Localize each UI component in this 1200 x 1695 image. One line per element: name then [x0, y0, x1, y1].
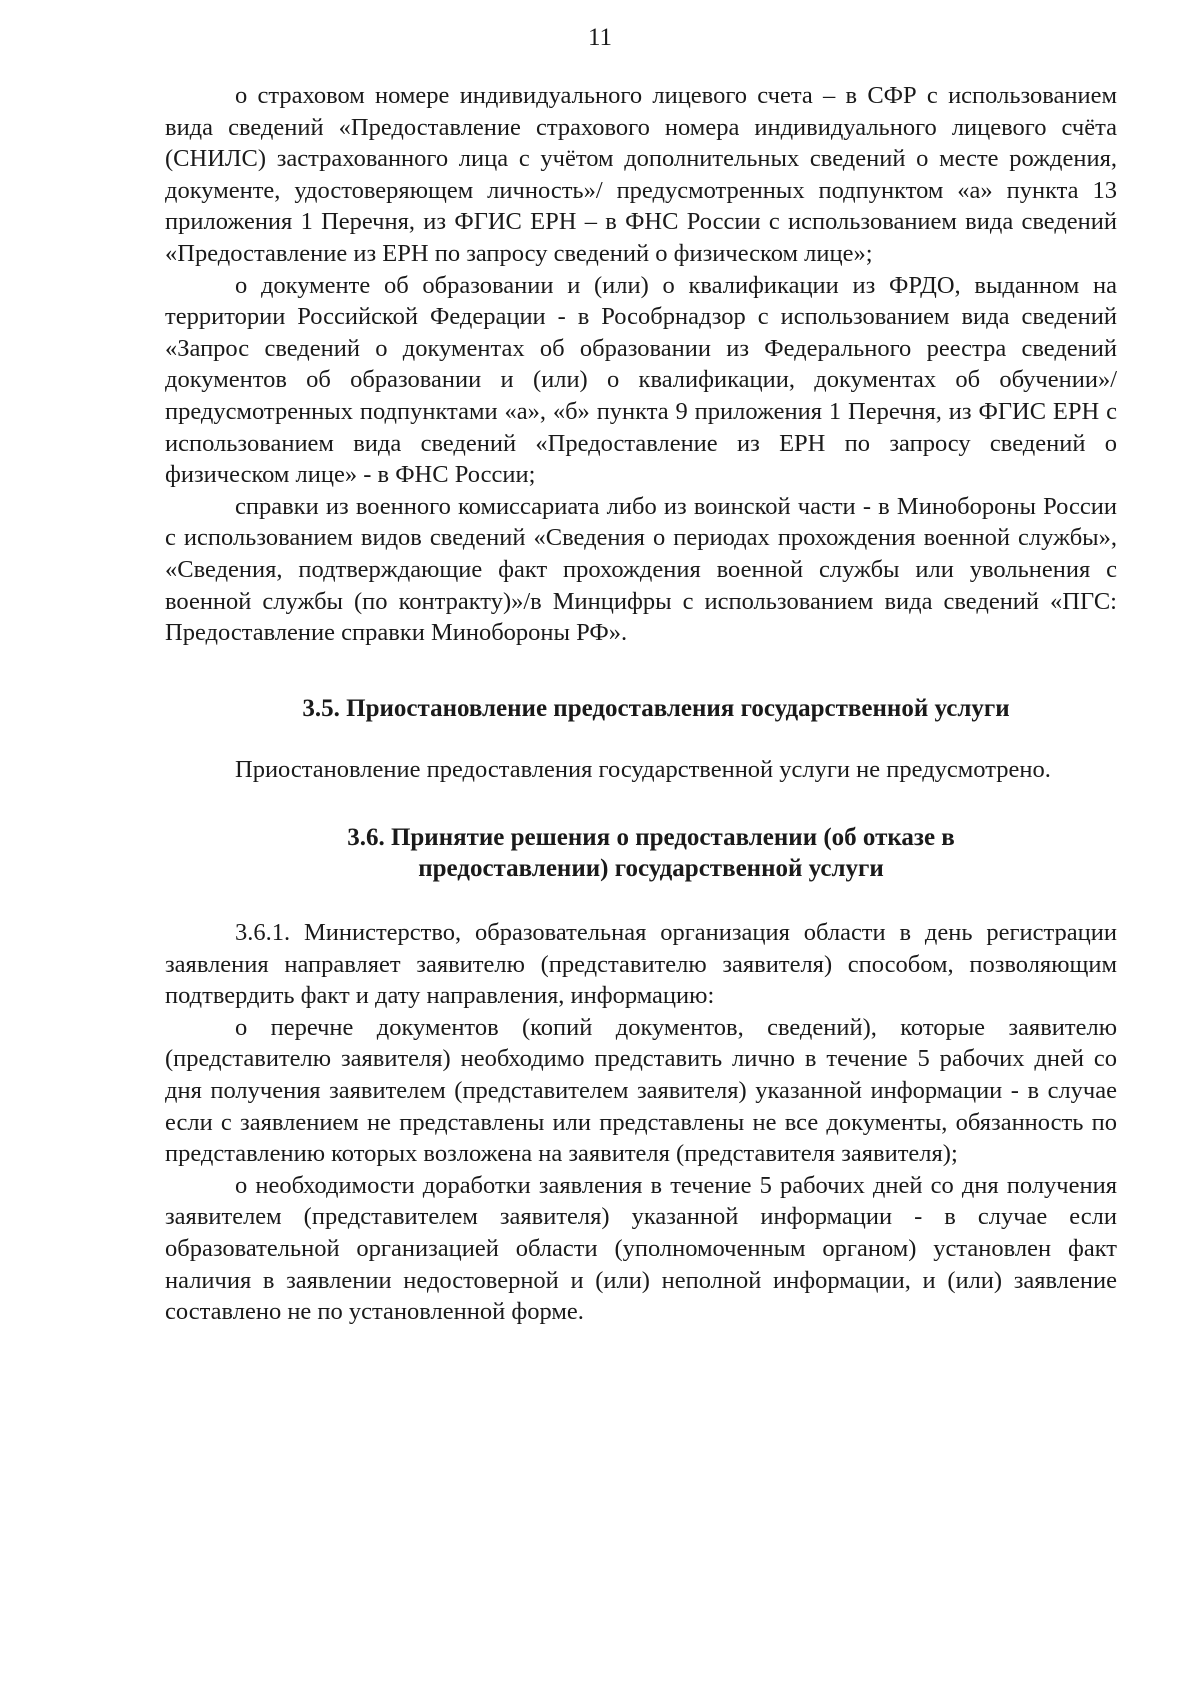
- section-heading-3-6-line1: 3.6. Принятие решения о предоставлении (об отказе в: [347, 823, 955, 851]
- paragraph-education-document: о документе об образовании и (или) о квалификации из ФРДО, выданном на территории Российской Федерации - в Рособрнадзор с использованием вида сведений «Запрос сведений о документах об образовании из Федерального реестра сведений документов об образовании и (или) о квалификации, документах об обучении»/предусмотренных подпунктами «а», «б» пункта 9 приложения 1 Перечня, из ФГИС ЕРН с использованием вида сведений «Предоставление из ЕРН по запросу сведений о физическом лице» - в ФНС России;: [165, 271, 1117, 489]
- document-body: [165, 80, 1117, 1328]
- section-heading-3-5: 3.5. Приостановление предоставления государственной услуги: [302, 694, 1010, 722]
- paragraph-document-list: о перечне документов (копий документов, сведений), которые заявителю (представителю заявителя) необходимо представить лично в течение 5 рабочих дней со дня получения заявителем (представителем заявителя) указанной информации - в случае если с заявлением не представлены или представлены не все документы, обязанность по представлению которых возложена на заявителя (представителя заявителя);: [165, 1013, 1117, 1168]
- paragraph-military-certificate: справки из военного комиссариата либо из воинской части - в Минобороны России с использованием видов сведений «Сведения о периодах прохождения военной службы», «Сведения, подтверждающие факт прохождения военной службы или увольнения с военной службы (по контракту)»/в Минцифры с использованием вида сведений «ПГС: Предоставление справки Минобороны РФ».: [165, 492, 1117, 647]
- section-heading-3-6: [165, 822, 1117, 885]
- paragraph-snils: о страховом номере индивидуального лицевого счета – в СФР с использованием вида сведений «Предоставление страхового номера индивидуального лицевого счёта (СНИЛС) застрахованного лица с учётом дополнительных сведений о месте рождения, документе, удостоверяющем личность»/ предусмотренных подпунктом «а» пункта 13 приложения 1 Перечня, из ФГИС ЕРН – в ФНС России с использованием вида сведений «Предоставление из ЕРН по запросу сведений о физическом лице»;: [165, 82, 1117, 267]
- page-number: 11: [587, 24, 613, 51]
- section-heading-3-6-line2: предоставлении) государственной услуги: [418, 855, 884, 883]
- paragraph-suspension: Приостановление предоставления государственной услуги не предусмотрено.: [235, 756, 1051, 784]
- paragraph-revision-needed: о необходимости доработки заявления в течение 5 рабочих дней со дня получения заявителем (представителем заявителя) указанной информации - в случае если образовательной организацией области (уполномоченным органом) установлен факт наличия в заявлении недостоверной и (или) неполной информации, и (или) заявление составлено не по установленной форме.: [165, 1171, 1117, 1326]
- paragraph-3-6-1: 3.6.1. Министерство, образовательная организация области в день регистрации заявления направляет заявителю (представителю заявителя) способом, позволяющим подтвердить факт и дату направления, информацию:: [165, 919, 1117, 1010]
